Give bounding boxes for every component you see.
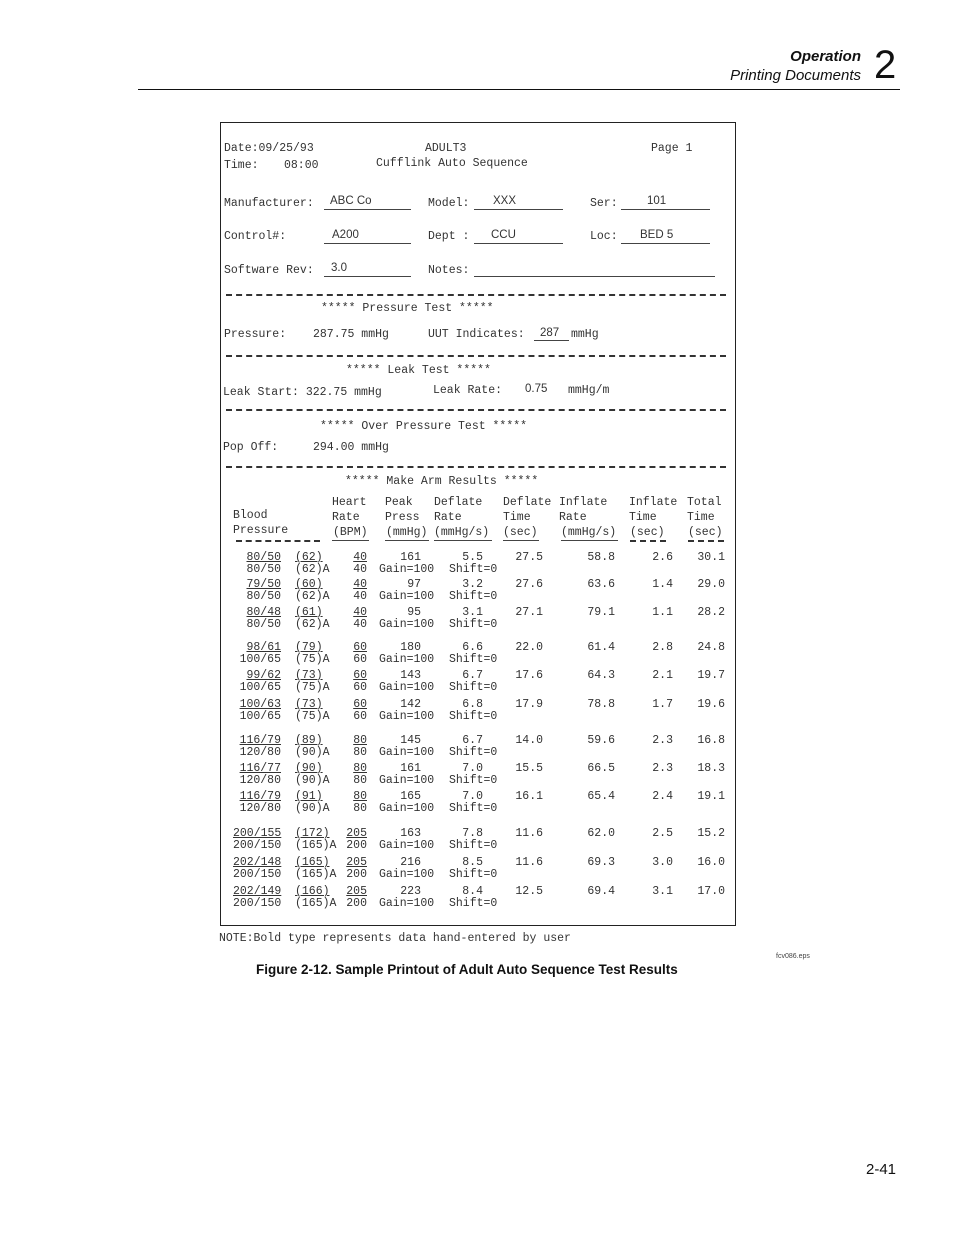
cell-infl-rate: 78.8 (587, 698, 615, 711)
col-header-hr-3: (BPM) (333, 526, 368, 539)
cell-defl-time: 11.6 (515, 827, 543, 840)
cell-hr: (165) (295, 856, 330, 869)
dept-value: CCU (491, 229, 516, 241)
cell-shift: Shift=0 (449, 653, 498, 666)
cell-bp2: 100/65 (239, 710, 281, 723)
cell-rate: 60 (353, 698, 367, 711)
cell-defl-time: 15.5 (515, 762, 543, 775)
cell-infl-time: 2.3 (652, 734, 673, 747)
leak-test-title: ***** Leak Test ***** (346, 364, 491, 377)
cell-shift: Shift=0 (449, 618, 498, 631)
cell-hr2: (62)A (295, 618, 330, 631)
col-header-deflrate-3: (mmHg/s) (434, 526, 490, 539)
printout-page: Page 1 (651, 142, 693, 155)
col-header-infltime-1: Inflate (629, 496, 678, 509)
col-header-inflrate-2: Rate (559, 511, 587, 524)
cell-hr: (73) (295, 669, 323, 682)
section-title: Operation (790, 48, 861, 65)
section-divider (226, 355, 726, 357)
cell-hr2: (62)A (295, 563, 330, 576)
cell-gain: Gain=100 (379, 802, 435, 815)
header-underline (434, 540, 492, 541)
cell-shift: Shift=0 (449, 746, 498, 759)
cell-bp2: 200/150 (233, 839, 282, 852)
cell-peak: 95 (407, 606, 421, 619)
cell-infl-rate: 66.5 (587, 762, 615, 775)
cell-rate2: 200 (346, 868, 367, 881)
cell-hr2: (165)A (295, 897, 337, 910)
cell-hr: (172) (295, 827, 330, 840)
cell-peak: 163 (400, 827, 421, 840)
cell-defl-time: 14.0 (515, 734, 543, 747)
control-underline (324, 243, 411, 244)
printout-date: Date:09/25/93 (224, 142, 314, 155)
col-header-bp-2: Pressure (233, 524, 289, 537)
ser-underline (621, 209, 710, 210)
col-header-deflrate-1: Deflate (434, 496, 483, 509)
cell-infl-time: 3.1 (652, 885, 673, 898)
header-underline (332, 540, 369, 541)
cell-shift: Shift=0 (449, 897, 498, 910)
cell-infl-rate: 62.0 (587, 827, 615, 840)
figure-caption: Figure 2-12. Sample Printout of Adult Auto Sequence Test Results (256, 962, 678, 977)
cell-peak: 216 (400, 856, 421, 869)
cell-total: 19.6 (697, 698, 725, 711)
cell-bp: 200/155 (233, 827, 282, 840)
cell-total: 24.8 (697, 641, 725, 654)
cell-shift: Shift=0 (449, 802, 498, 815)
cell-peak: 142 (400, 698, 421, 711)
col-header-infltime-2: Time (629, 511, 657, 524)
col-header-deflrate-2: Rate (434, 511, 462, 524)
cell-rate2: 60 (353, 710, 367, 723)
ser-label: Ser: (590, 197, 618, 210)
cell-bp2: 200/150 (233, 868, 282, 881)
cell-defl-rate: 6.8 (462, 698, 483, 711)
dept-label: Dept : (428, 230, 470, 243)
header-dash (688, 540, 724, 542)
cell-defl-rate: 8.5 (462, 856, 483, 869)
cell-shift: Shift=0 (449, 839, 498, 852)
cell-infl-rate: 69.4 (587, 885, 615, 898)
cell-total: 28.2 (697, 606, 725, 619)
header-dash (630, 540, 666, 542)
cell-defl-time: 16.1 (515, 790, 543, 803)
cell-hr: (91) (295, 790, 323, 803)
col-header-total-3: (sec) (688, 526, 723, 539)
col-header-defltime-1: Deflate (503, 496, 552, 509)
cell-gain: Gain=100 (379, 653, 435, 666)
cell-bp2: 120/80 (239, 802, 281, 815)
header-dash (236, 540, 320, 542)
cell-infl-rate: 63.6 (587, 578, 615, 591)
cell-infl-time: 3.0 (652, 856, 673, 869)
manufacturer-label: Manufacturer: (224, 197, 314, 210)
cell-rate2: 200 (346, 897, 367, 910)
cell-infl-rate: 69.3 (587, 856, 615, 869)
cell-infl-time: 2.4 (652, 790, 673, 803)
header-underline (385, 540, 429, 541)
cell-bp: 98/61 (246, 641, 281, 654)
cell-hr: (62) (295, 551, 323, 564)
cell-rate: 80 (353, 734, 367, 747)
cell-shift: Shift=0 (449, 590, 498, 603)
cell-bp2: 100/65 (239, 681, 281, 694)
cell-peak: 143 (400, 669, 421, 682)
col-header-defltime-2: Time (503, 511, 531, 524)
cell-rate: 80 (353, 790, 367, 803)
cell-gain: Gain=100 (379, 563, 435, 576)
cell-gain: Gain=100 (379, 839, 435, 852)
manufacturer-value: ABC Co (330, 195, 372, 207)
cell-defl-rate: 7.0 (462, 762, 483, 775)
col-header-total-1: Total (687, 496, 722, 509)
cell-defl-rate: 6.6 (462, 641, 483, 654)
col-header-inflrate-3: (mmHg/s) (561, 526, 617, 539)
cell-gain: Gain=100 (379, 774, 435, 787)
uut-underline (534, 340, 569, 341)
printout-figure (220, 122, 736, 926)
cell-infl-time: 1.7 (652, 698, 673, 711)
cell-bp2: 80/50 (246, 618, 281, 631)
cell-infl-time: 2.5 (652, 827, 673, 840)
cell-bp: 116/79 (239, 790, 281, 803)
cell-bp: 80/48 (246, 606, 281, 619)
cell-bp: 100/63 (239, 698, 281, 711)
cell-bp: 116/79 (239, 734, 281, 747)
cell-bp: 202/148 (233, 856, 282, 869)
printout-mode: ADULT3 (425, 142, 467, 155)
col-header-peak-1: Peak (385, 496, 413, 509)
cell-hr2: (90)A (295, 746, 330, 759)
pressure-value: 287.75 mmHg (313, 328, 389, 341)
cell-rate2: 40 (353, 618, 367, 631)
col-header-defltime-3: (sec) (503, 526, 538, 539)
cell-gain: Gain=100 (379, 590, 435, 603)
cell-bp2: 120/80 (239, 746, 281, 759)
file-id: fcv086.eps (776, 953, 810, 960)
cell-rate2: 80 (353, 774, 367, 787)
cell-bp2: 80/50 (246, 590, 281, 603)
cell-rate: 205 (346, 856, 367, 869)
cell-defl-time: 17.6 (515, 669, 543, 682)
cell-rate: 205 (346, 827, 367, 840)
col-header-hr-1: Heart (332, 496, 367, 509)
cell-rate2: 80 (353, 802, 367, 815)
control-value: A200 (332, 229, 359, 241)
cell-rate2: 200 (346, 839, 367, 852)
cell-hr: (166) (295, 885, 330, 898)
cell-bp: 202/149 (233, 885, 282, 898)
cell-defl-rate: 3.2 (462, 578, 483, 591)
loc-label: Loc: (590, 230, 618, 243)
leak-start: Leak Start: 322.75 mmHg (223, 386, 382, 399)
cell-bp: 116/77 (239, 762, 281, 775)
cell-gain: Gain=100 (379, 868, 435, 881)
header-underline (561, 540, 618, 541)
cell-hr2: (75)A (295, 653, 330, 666)
cell-total: 15.2 (697, 827, 725, 840)
cell-defl-rate: 6.7 (462, 734, 483, 747)
cell-hr2: (90)A (295, 802, 330, 815)
page-number: 2-41 (866, 1161, 897, 1178)
cell-hr: (90) (295, 762, 323, 775)
cell-gain: Gain=100 (379, 710, 435, 723)
cell-defl-time: 17.9 (515, 698, 543, 711)
header-underline (503, 540, 539, 541)
model-label: Model: (428, 197, 470, 210)
pop-off-value: 294.00 mmHg (313, 441, 389, 454)
cell-peak: 223 (400, 885, 421, 898)
pressure-test-title: ***** Pressure Test ***** (321, 302, 494, 315)
model-value: XXX (493, 195, 517, 207)
cell-rate: 205 (346, 885, 367, 898)
cell-defl-time: 27.1 (515, 606, 543, 619)
cell-defl-time: 12.5 (515, 885, 543, 898)
printout-sequence: Cufflink Auto Sequence (376, 157, 528, 170)
cell-infl-time: 2.3 (652, 762, 673, 775)
cell-hr: (73) (295, 698, 323, 711)
dept-underline (474, 243, 563, 244)
cell-defl-rate: 5.5 (462, 551, 483, 564)
cell-total: 16.0 (697, 856, 725, 869)
cell-peak: 97 (407, 578, 421, 591)
cell-defl-rate: 8.4 (462, 885, 483, 898)
cell-hr: (89) (295, 734, 323, 747)
cell-peak: 180 (400, 641, 421, 654)
col-header-infltime-3: (sec) (630, 526, 665, 539)
subsection-title: Printing Documents (730, 67, 861, 84)
loc-value: BED 5 (640, 229, 674, 241)
cell-bp: 99/62 (246, 669, 281, 682)
uut-label: UUT Indicates: (428, 328, 525, 341)
cell-bp: 80/50 (246, 551, 281, 564)
cell-infl-rate: 65.4 (587, 790, 615, 803)
leak-rate-label: Leak Rate: (433, 384, 503, 397)
pop-off-label: Pop Off: (223, 441, 279, 454)
cell-hr2: (90)A (295, 774, 330, 787)
page-header (730, 47, 861, 85)
cell-total: 29.0 (697, 578, 725, 591)
cell-hr2: (62)A (295, 590, 330, 603)
cell-bp2: 100/65 (239, 653, 281, 666)
cell-defl-rate: 7.0 (462, 790, 483, 803)
cell-hr2: (165)A (295, 839, 337, 852)
cell-peak: 145 (400, 734, 421, 747)
section-divider (226, 294, 726, 296)
col-header-total-2: Time (687, 511, 715, 524)
cell-shift: Shift=0 (449, 710, 498, 723)
leak-rate-value: 0.75 (525, 383, 548, 395)
cell-shift: Shift=0 (449, 774, 498, 787)
cell-defl-rate: 3.1 (462, 606, 483, 619)
software-value: 3.0 (331, 262, 347, 274)
notes-underline (474, 276, 715, 277)
cell-rate: 60 (353, 669, 367, 682)
cell-bp: 79/50 (246, 578, 281, 591)
cell-infl-rate: 59.6 (587, 734, 615, 747)
model-underline (474, 209, 563, 210)
cell-hr2: (165)A (295, 868, 337, 881)
col-header-peak-3: (mmHg) (386, 526, 428, 539)
cell-total: 30.1 (697, 551, 725, 564)
cell-defl-time: 27.6 (515, 578, 543, 591)
cell-hr: (79) (295, 641, 323, 654)
ser-value: 101 (647, 195, 667, 207)
cell-total: 16.8 (697, 734, 725, 747)
header-rule (138, 89, 900, 90)
cell-shift: Shift=0 (449, 681, 498, 694)
cell-rate2: 40 (353, 590, 367, 603)
pressure-label: Pressure: (224, 328, 287, 341)
manufacturer-underline (324, 209, 411, 210)
cell-peak: 165 (400, 790, 421, 803)
cell-rate2: 40 (353, 563, 367, 576)
software-label: Software Rev: (224, 264, 314, 277)
cell-hr: (61) (295, 606, 323, 619)
cell-defl-rate: 6.7 (462, 669, 483, 682)
cell-defl-time: 11.6 (515, 856, 543, 869)
figure-note: NOTE:Bold type represents data hand-entered by user (219, 932, 571, 945)
loc-underline (621, 243, 710, 244)
cell-rate: 40 (353, 606, 367, 619)
over-pressure-title: ***** Over Pressure Test ***** (320, 420, 528, 433)
cell-total: 17.0 (697, 885, 725, 898)
cell-hr2: (75)A (295, 681, 330, 694)
cell-gain: Gain=100 (379, 681, 435, 694)
uut-value: 287 (540, 327, 560, 339)
cell-rate: 80 (353, 762, 367, 775)
cell-infl-time: 2.8 (652, 641, 673, 654)
cell-gain: Gain=100 (379, 897, 435, 910)
chapter-number: 2 (874, 43, 897, 87)
cell-infl-time: 2.1 (652, 669, 673, 682)
cell-hr2: (75)A (295, 710, 330, 723)
software-underline (324, 276, 411, 277)
cell-bp2: 200/150 (233, 897, 282, 910)
time-value: 08:00 (284, 159, 319, 172)
col-header-bp-1: Blood (233, 509, 268, 522)
cell-bp2: 120/80 (239, 774, 281, 787)
cell-gain: Gain=100 (379, 746, 435, 759)
cell-rate2: 60 (353, 681, 367, 694)
cell-hr: (60) (295, 578, 323, 591)
cell-infl-time: 1.4 (652, 578, 673, 591)
cell-rate: 40 (353, 578, 367, 591)
section-divider (226, 409, 726, 411)
cell-total: 19.1 (697, 790, 725, 803)
cell-peak: 161 (400, 762, 421, 775)
cell-bp2: 80/50 (246, 563, 281, 576)
cell-total: 18.3 (697, 762, 725, 775)
notes-label: Notes: (428, 264, 470, 277)
cell-infl-time: 1.1 (652, 606, 673, 619)
time-label: Time: (224, 159, 259, 172)
uut-unit: mmHg (571, 328, 599, 341)
arm-results-title: ***** Make Arm Results ***** (345, 475, 539, 488)
col-header-hr-2: Rate (332, 511, 360, 524)
cell-infl-rate: 64.3 (587, 669, 615, 682)
section-divider (226, 466, 726, 468)
control-label: Control#: (224, 230, 287, 243)
leak-rate-unit: mmHg/m (568, 384, 610, 397)
col-header-peak-2: Press (385, 511, 420, 524)
cell-shift: Shift=0 (449, 868, 498, 881)
cell-infl-rate: 61.4 (587, 641, 615, 654)
cell-infl-rate: 79.1 (587, 606, 615, 619)
cell-infl-rate: 58.8 (587, 551, 615, 564)
cell-rate2: 80 (353, 746, 367, 759)
cell-defl-time: 22.0 (515, 641, 543, 654)
cell-shift: Shift=0 (449, 563, 498, 576)
cell-infl-time: 2.6 (652, 551, 673, 564)
cell-rate: 60 (353, 641, 367, 654)
cell-defl-rate: 7.8 (462, 827, 483, 840)
cell-rate: 40 (353, 551, 367, 564)
col-header-inflrate-1: Inflate (559, 496, 608, 509)
cell-rate2: 60 (353, 653, 367, 666)
cell-defl-time: 27.5 (515, 551, 543, 564)
cell-total: 19.7 (697, 669, 725, 682)
cell-gain: Gain=100 (379, 618, 435, 631)
cell-peak: 161 (400, 551, 421, 564)
